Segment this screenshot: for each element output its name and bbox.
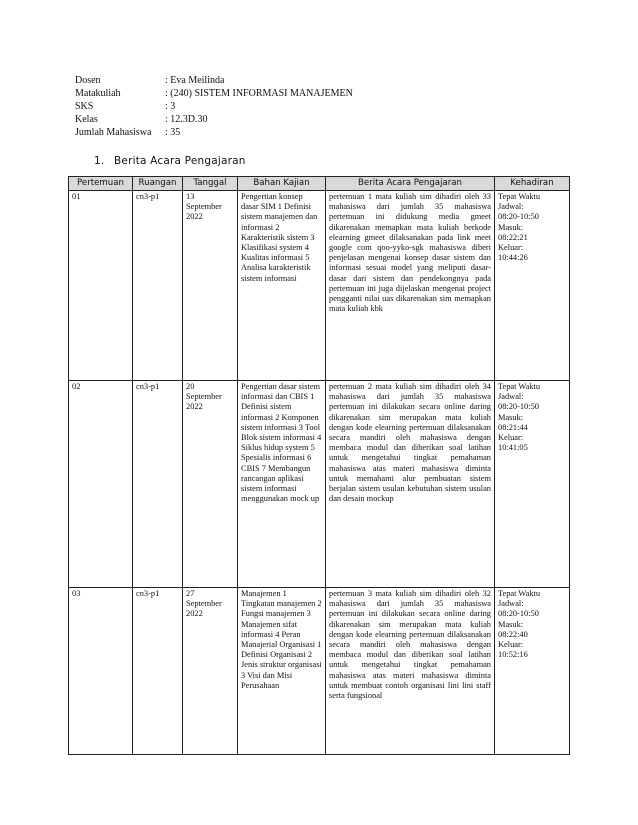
kehadiran-status: Tepat Waktu — [498, 192, 541, 201]
course-meta — [75, 74, 353, 139]
kehadiran-keluar: 10:41:05 — [498, 443, 528, 453]
meta-value: : Eva Meilinda — [165, 75, 225, 86]
cell-ruangan: cn3-p1 — [133, 381, 183, 588]
meta-row-kelas — [75, 113, 353, 126]
meta-key: Dosen — [75, 75, 101, 86]
tanggal-year: 2022 — [186, 609, 203, 619]
section-number: 1. — [94, 155, 105, 167]
cell-pertemuan: 01 — [69, 191, 133, 381]
tanggal-year: 2022 — [186, 402, 203, 412]
cell-kehadiran — [495, 191, 570, 381]
cell-ruangan: cn3-p1 — [133, 588, 183, 755]
meta-key: Matakuliah — [75, 88, 121, 99]
kehadiran-jadwal: 08:20-10:50 — [498, 402, 539, 412]
kehadiran-jadwal-label: Jadwal: — [498, 392, 524, 402]
meta-value: : 3 — [165, 101, 176, 112]
kehadiran-jadwal: 08:20-10:50 — [498, 609, 539, 619]
cell-kehadiran — [495, 381, 570, 588]
kehadiran-masuk: 08:21:44 — [498, 422, 528, 432]
header-pertemuan: Pertemuan — [69, 177, 133, 191]
table-header-row — [69, 177, 570, 191]
tanggal-day: 27 — [186, 589, 195, 598]
cell-bahan-kajian: Manajemen 1 Tingkatan manajemen 2 Fungsi manajemen 3 Manajemen sifat informasi 4 Peran Manajerial Organisasi 1 Definisi Organisasi 2 Jenis struktur organisasi 3 Visi dan Misi Perusahaan — [238, 588, 326, 755]
cell-berita-acara: pertemuan 3 mata kuliah sim dihadiri oleh 32 mahasiswa dari jumlah 35 mahasiswa pertemuan ini dilakukan secara online daring dikarenakan sim merupakan mata kuliah dengan kode elearning pertemuan dilaksanakan secara mandiri oleh mahasiswa dengan membaca modul dan diberikan soal latihan untuk mengetahui tingkat pemahaman mahasiswa atas materi mahasiswa diminta untuk membuat contoh organisasi lini lini staff serta fungsional — [326, 588, 495, 755]
tanggal-year: 2022 — [186, 212, 203, 222]
kehadiran-masuk: 08:22:21 — [498, 232, 528, 242]
tanggal-month: September — [186, 599, 222, 609]
table-row — [69, 191, 570, 381]
section-title-text: Berita Acara Pengajaran — [114, 155, 246, 167]
tanggal-day: 20 — [186, 382, 195, 391]
meta-key: SKS — [75, 101, 94, 112]
kehadiran-keluar: 10:44:26 — [498, 253, 528, 263]
tanggal-day: 13 — [186, 192, 195, 201]
kehadiran-masuk: 08:22:40 — [498, 629, 528, 639]
meta-row-sks — [75, 100, 353, 113]
meta-key: Jumlah Mahasiswa — [75, 127, 152, 138]
meta-value: : 12.3D.30 — [165, 114, 208, 125]
header-bahan-kajian: Bahan Kajian — [238, 177, 326, 191]
berita-acara-table — [68, 176, 570, 755]
cell-bahan-kajian: Pengertian konsep dasar SIM 1 Definisi sistem manajemen dan informasi 2 Karakteristik sistem 3 Klasifikasi system 4 Kualitas informasi 5 Analisa karakteristik sistem informasi — [238, 191, 326, 381]
meta-value: : 35 — [165, 127, 181, 138]
header-ruangan: Ruangan — [133, 177, 183, 191]
kehadiran-keluar-label: Keluar: — [498, 640, 524, 650]
meta-row-dosen — [75, 74, 353, 87]
cell-tanggal — [183, 588, 238, 755]
kehadiran-jadwal-label: Jadwal: — [498, 202, 524, 212]
cell-berita-acara: pertemuan 1 mata kuliah sim dihadiri oleh 33 mahasiswa dari jumlah 35 mahasiswa pertemuan ini didukung media gmeet dikarenakan memapkan mata kuliah berkode elearning gmeet dilaksanakan pada link meet google com qoo-yyko-sgk mahasiswa diberi penjelasan mengenai konsep dasar sistem dan informasi sesuai model yang meliputi dasar-dasar dari sistem dan pendekongnya pada pertemuan ini juga dijelaskan mengenai project pengganti nilai uas dikarenakan sim memapkan mata kuliah kbk — [326, 191, 495, 381]
meta-row-jumlah-mahasiswa — [75, 126, 353, 139]
meta-value: : (240) SISTEM INFORMASI MANAJEMEN — [165, 88, 353, 99]
cell-bahan-kajian: Pengertian dasar sistem informasi dan CBIS 1 Definisi sistem informasi 2 Komponen sistem informasi 3 Tool Blok sistem informasi 4 Siklus hidup system 5 Spesialis informasi 6 CBIS 7 Membangun rancangan aplikasi sistem informasi menggunakan mock up — [238, 381, 326, 588]
cell-tanggal — [183, 191, 238, 381]
header-kehadiran: Kehadiran — [495, 177, 570, 191]
header-berita-acara: Berita Acara Pengajaran — [326, 177, 495, 191]
kehadiran-masuk-label: Masuk: — [498, 412, 524, 422]
meta-row-matakuliah — [75, 87, 353, 100]
kehadiran-masuk-label: Masuk: — [498, 222, 524, 232]
kehadiran-jadwal: 08:20-10:50 — [498, 212, 539, 222]
cell-kehadiran — [495, 588, 570, 755]
kehadiran-masuk-label: Masuk: — [498, 619, 524, 629]
kehadiran-keluar: 10:52:16 — [498, 650, 528, 660]
kehadiran-status: Tepat Waktu — [498, 382, 541, 391]
section-title — [94, 155, 246, 167]
cell-pertemuan: 02 — [69, 381, 133, 588]
table-row — [69, 381, 570, 588]
table-row — [69, 588, 570, 755]
kehadiran-jadwal-label: Jadwal: — [498, 599, 524, 609]
tanggal-month: September — [186, 392, 222, 402]
tanggal-month: September — [186, 202, 222, 212]
cell-ruangan: cn3-p1 — [133, 191, 183, 381]
cell-pertemuan: 03 — [69, 588, 133, 755]
meta-key: Kelas — [75, 114, 98, 125]
cell-berita-acara: pertemuan 2 mata kuliah sim dihadiri oleh 34 mahasiswa dari jumlah 35 mahasiswa pertemuan ini dilakukan secara online daring dikarenakan sim merupakan mata kuliah dengan kode elearning pertemuan dilaksanakan secara mandiri oleh mahasiswa dengan membaca modul dan diberikan soal latihan untuk mengetahui tingkat pemahaman mahasiswa atas materi mahasiswa diminta untuk memahami alur pembuatan sistem berjalan sistem usulan kebutuhan sistem usulan dan desain mockup — [326, 381, 495, 588]
cell-tanggal — [183, 381, 238, 588]
header-tanggal: Tanggal — [183, 177, 238, 191]
kehadiran-keluar-label: Keluar: — [498, 243, 524, 253]
kehadiran-status: Tepat Waktu — [498, 589, 541, 598]
kehadiran-keluar-label: Keluar: — [498, 433, 524, 443]
